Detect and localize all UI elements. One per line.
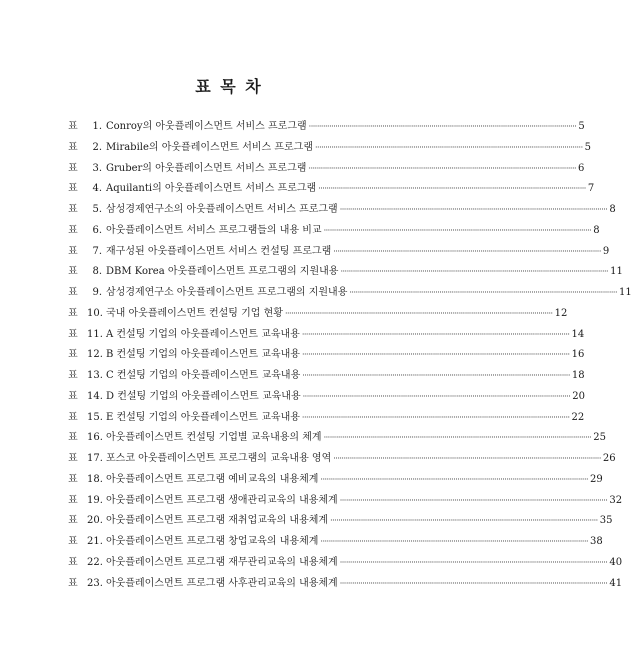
toc-entry-label: B 컨설팅 기업의 아웃플레이스먼트 교육내용 <box>106 349 300 361</box>
toc-entry-number: 17. <box>87 453 103 464</box>
toc-entry-prefix: 표 <box>68 556 78 568</box>
toc-entry-label: Aquilanti의 아웃플레이스먼트 서비스 프로그램 <box>106 183 317 195</box>
toc-dot-leader <box>340 558 608 567</box>
toc-entry-prefix: 표 <box>68 204 78 215</box>
toc-entry <box>68 221 600 242</box>
toc-dot-leader <box>324 433 592 442</box>
toc-entry-page: 40 <box>609 556 623 568</box>
toc-entry-number: 4. <box>92 183 102 195</box>
toc-entry-number: 18. <box>87 473 103 485</box>
toc-entry-page: 22 <box>571 411 585 423</box>
toc-entry-label: Gruber의 아웃플레이스먼트 서비스 프로그램 <box>106 162 307 174</box>
toc-entry-label: 재구성된 아웃플레이스먼트 서비스 컨설팅 프로그램 <box>106 245 332 257</box>
toc-entry-prefix: 표 <box>68 390 78 402</box>
toc-entry <box>68 366 585 387</box>
toc-entry-prefix: 표 <box>68 307 78 319</box>
toc-dot-leader <box>315 143 583 152</box>
toc-entry-prefix: 표 <box>68 577 78 589</box>
toc-entry-number: 8. <box>92 266 102 278</box>
toc-dot-leader <box>320 475 588 484</box>
toc-entry <box>68 262 623 283</box>
toc-entry-prefix: 표 <box>68 432 78 444</box>
toc-entry-number: 20. <box>87 515 103 527</box>
toc-entry-label: D 컨설팅 기업의 아웃플레이스먼트 교육내용 <box>106 390 301 402</box>
toc-entry <box>68 449 616 470</box>
toc-dot-leader <box>340 579 608 588</box>
toc-entry-prefix: 표 <box>68 328 78 340</box>
toc-entry-label: 아웃플레이스먼트 프로그램 예비교육의 내용체계 <box>106 473 319 485</box>
toc-entry-prefix: 표 <box>68 287 78 298</box>
table-of-contents <box>68 117 632 594</box>
toc-dot-leader <box>285 309 553 318</box>
toc-entry-page: 16 <box>571 349 585 361</box>
toc-dot-leader <box>320 537 588 546</box>
toc-entry-label: 아웃플레이스먼트 서비스 프로그램들의 내용 비교 <box>106 224 322 236</box>
toc-entry-number: 21. <box>87 536 103 547</box>
toc-entry-label: 아웃플레이스먼트 프로그램 재취업교육의 내용체계 <box>106 515 329 527</box>
toc-entry-label: Conroy의 아웃플레이스먼트 서비스 프로그램 <box>106 121 307 132</box>
toc-dot-leader <box>349 288 617 297</box>
toc-entry-prefix: 표 <box>68 536 78 547</box>
toc-entry-label: 국내 아웃플레이스먼트 컨설팅 기업 현황 <box>106 307 283 319</box>
toc-entry <box>68 325 585 346</box>
toc-entry <box>68 200 616 221</box>
toc-entry-number: 16. <box>87 432 103 444</box>
toc-entry-label: 아웃플레이스먼트 컨설팅 기업별 교육내용의 체계 <box>106 432 322 444</box>
toc-entry <box>68 138 592 159</box>
toc-entry-prefix: 표 <box>68 370 78 381</box>
toc-entry-page: 8 <box>593 224 600 236</box>
toc-entry <box>68 574 623 595</box>
toc-entry-page: 7 <box>587 183 595 195</box>
toc-entry <box>68 304 568 325</box>
toc-dot-leader <box>324 226 592 235</box>
toc-dot-leader <box>302 413 570 422</box>
toc-entry-label: 삼성경제연구소 아웃플레이스먼트 프로그램의 지원내용 <box>106 287 348 298</box>
toc-entry-page: 8 <box>609 204 616 215</box>
toc-entry-number: 3. <box>92 162 102 174</box>
toc-dot-leader <box>333 454 601 463</box>
toc-entry-number: 22. <box>87 556 103 568</box>
toc-entry-label: 아웃플레이스먼트 프로그램 재무관리교육의 내용체계 <box>106 556 338 568</box>
toc-dot-leader <box>303 392 571 401</box>
toc-dot-leader <box>330 516 598 525</box>
toc-entry-page: 32 <box>609 494 623 506</box>
toc-entry-page: 20 <box>572 390 585 402</box>
toc-dot-leader <box>309 122 577 131</box>
toc-entry-page: 29 <box>590 473 603 485</box>
toc-entry <box>68 511 613 532</box>
toc-entry-prefix: 표 <box>68 162 78 174</box>
toc-entry-prefix: 표 <box>68 473 78 485</box>
toc-entry-label: E 컨설팅 기업의 아웃플레이스먼트 교육내용 <box>106 411 300 423</box>
toc-entry-number: 14. <box>87 390 103 402</box>
toc-entry-page: 5 <box>578 121 585 132</box>
toc-entry-prefix: 표 <box>68 183 78 195</box>
toc-entry-number: 10. <box>87 307 103 319</box>
toc-entry-label: Mirabile의 아웃플레이스먼트 서비스 프로그램 <box>106 141 313 153</box>
toc-entry-page: 5 <box>584 141 592 153</box>
toc-entry-label: 아웃플레이스먼트 프로그램 생애관리교육의 내용체계 <box>106 494 338 506</box>
toc-entry <box>68 491 623 512</box>
toc-entry-number: 5. <box>92 204 102 215</box>
toc-entry-page: 11 <box>619 287 632 298</box>
toc-entry <box>68 387 585 408</box>
toc-entry-prefix: 표 <box>68 121 78 132</box>
toc-dot-leader <box>308 164 576 173</box>
toc-entry <box>68 470 603 491</box>
toc-entry-page: 11 <box>610 266 623 278</box>
toc-entry-label: A 컨설팅 기업의 아웃플레이스먼트 교육내용 <box>106 328 300 340</box>
toc-entry-page: 9 <box>602 245 610 257</box>
toc-entry-prefix: 표 <box>68 515 78 527</box>
toc-dot-leader <box>302 330 570 339</box>
toc-entry-page: 25 <box>593 432 606 444</box>
toc-entry-number: 1. <box>92 121 102 132</box>
toc-entry-number: 11. <box>87 328 103 340</box>
toc-entry-prefix: 표 <box>68 411 78 423</box>
toc-entry-number: 9. <box>92 287 102 298</box>
toc-dot-leader <box>333 247 601 256</box>
toc-entry-prefix: 표 <box>68 349 78 361</box>
toc-entry <box>68 345 585 366</box>
toc-entry-label: C 컨설팅 기업의 아웃플레이스먼트 교육내용 <box>106 370 301 381</box>
toc-entry-number: 13. <box>87 370 103 381</box>
toc-entry <box>68 532 603 553</box>
toc-entry-prefix: 표 <box>68 266 78 278</box>
toc-dot-leader <box>340 496 608 505</box>
page-title: 표 목 차 <box>195 77 263 96</box>
toc-entry-label: 포스코 아웃플레이스먼트 프로그램의 교육내용 영역 <box>106 453 332 464</box>
toc-entry-label: 아웃플레이스먼트 프로그램 사후관리교육의 내용체계 <box>106 577 338 589</box>
toc-dot-leader <box>340 267 608 276</box>
toc-entry-number: 19. <box>87 494 103 506</box>
toc-entry-label: DBM Korea 아웃플레이스먼트 프로그램의 지원내용 <box>106 266 339 278</box>
toc-entry-number: 15. <box>87 411 103 423</box>
toc-entry-number: 2. <box>92 141 102 153</box>
toc-entry-page: 38 <box>590 536 603 547</box>
toc-dot-leader <box>340 205 608 214</box>
toc-entry-page: 41 <box>609 577 623 589</box>
toc-entry <box>68 242 610 263</box>
toc-entry-number: 12. <box>87 349 103 361</box>
toc-dot-leader <box>302 350 570 359</box>
toc-entry-page: 12 <box>554 307 568 319</box>
toc-entry-prefix: 표 <box>68 141 78 153</box>
toc-entry-label: 아웃플레이스먼트 프로그램 창업교육의 내용체계 <box>106 536 319 547</box>
toc-dot-leader <box>318 184 586 193</box>
toc-entry-number: 7. <box>92 245 102 257</box>
toc-dot-leader <box>302 371 570 380</box>
toc-entry <box>68 159 585 180</box>
toc-entry-number: 23. <box>87 577 103 589</box>
toc-entry-label: 삼성경제연구소의 아웃플레이스먼트 서비스 프로그램 <box>106 204 338 215</box>
toc-entry-prefix: 표 <box>68 453 78 464</box>
toc-entry-prefix: 표 <box>68 224 78 236</box>
toc-entry <box>68 283 632 304</box>
toc-entry-page: 14 <box>571 328 585 340</box>
toc-entry-prefix: 표 <box>68 494 78 506</box>
toc-entry-page: 35 <box>599 515 613 527</box>
toc-entry <box>68 553 623 574</box>
toc-entry-page: 6 <box>578 162 585 174</box>
toc-entry-page: 18 <box>571 370 585 381</box>
toc-entry <box>68 179 595 200</box>
toc-entry <box>68 428 606 449</box>
toc-entry <box>68 408 585 429</box>
toc-entry <box>68 117 585 138</box>
toc-entry-page: 26 <box>602 453 616 464</box>
toc-entry-prefix: 표 <box>68 245 78 257</box>
toc-entry-number: 6. <box>92 224 102 236</box>
